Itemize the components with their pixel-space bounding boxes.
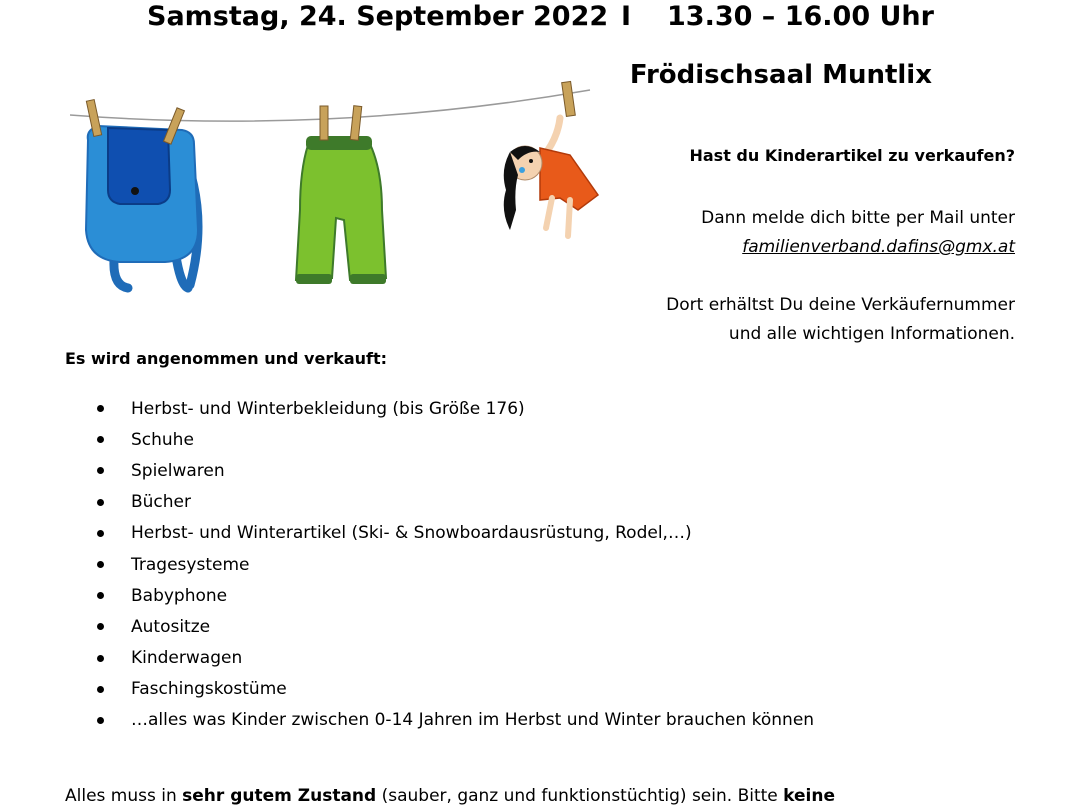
list-item: Schuhe <box>96 424 814 455</box>
bullet-icon <box>97 499 104 506</box>
contact-email-link[interactable]: familienverband.dafins@gmx.at <box>742 237 1015 257</box>
sell-question: Hast du Kinderartikel zu verkaufen? <box>689 146 1015 165</box>
bullet-icon <box>97 592 104 599</box>
clothesline <box>70 90 590 121</box>
list-item: Kinderwagen <box>96 643 814 674</box>
list-item: Tragesysteme <box>96 549 814 580</box>
list-item: …alles was Kinder zwischen 0-14 Jahren im Herbst und Winter brauchen können <box>96 705 814 736</box>
event-date: Samstag, 24. September 2022 <box>147 1 609 32</box>
event-venue: Frödischsaal Muntlix <box>629 60 932 90</box>
event-time: 13.30 – 16.00 Uhr <box>667 1 934 32</box>
hanging-girl-icon <box>504 81 598 236</box>
seller-info <box>666 291 1015 349</box>
headline-separator: I <box>621 1 632 32</box>
condition-text: Alles muss in sehr gutem Zustand (sauber, ganz und funktionstüchtig) sein. Bitte keine <box>65 786 835 806</box>
list-item: Babyphone <box>96 580 814 611</box>
accepted-heading: Es wird angenommen und verkauft: <box>65 349 388 368</box>
backpack-icon <box>86 100 198 288</box>
seller-info-line-1: Dort erhältst Du deine Verkäufernummer <box>666 295 1015 315</box>
bullet-icon <box>97 561 104 568</box>
pants-icon <box>296 106 386 284</box>
bullet-icon <box>97 717 104 724</box>
bullet-icon <box>97 530 104 537</box>
bullet-icon <box>97 405 104 412</box>
accepted-items-list <box>96 393 814 736</box>
contact-info <box>701 204 1015 262</box>
seller-info-line-2: und alle wichtigen Informationen. <box>728 324 1015 344</box>
bullet-icon <box>97 686 104 693</box>
list-item: Faschingskostüme <box>96 674 814 705</box>
contact-line: Dann melde dich bitte per Mail unter <box>701 208 1015 228</box>
bullet-icon <box>97 655 104 662</box>
list-item: Autositze <box>96 611 814 642</box>
list-item: Herbst- und Winterartikel (Ski- & Snowboardausrüstung, Rodel,…) <box>96 518 814 549</box>
list-item: Spielwaren <box>96 455 814 486</box>
list-item: Bücher <box>96 487 814 518</box>
list-item: Herbst- und Winterbekleidung (bis Größe 176) <box>96 393 814 424</box>
clothesline-illustration <box>70 60 610 300</box>
bullet-icon <box>97 436 104 443</box>
bullet-icon <box>97 623 104 630</box>
bullet-icon <box>97 467 104 474</box>
event-headline <box>0 0 1079 36</box>
